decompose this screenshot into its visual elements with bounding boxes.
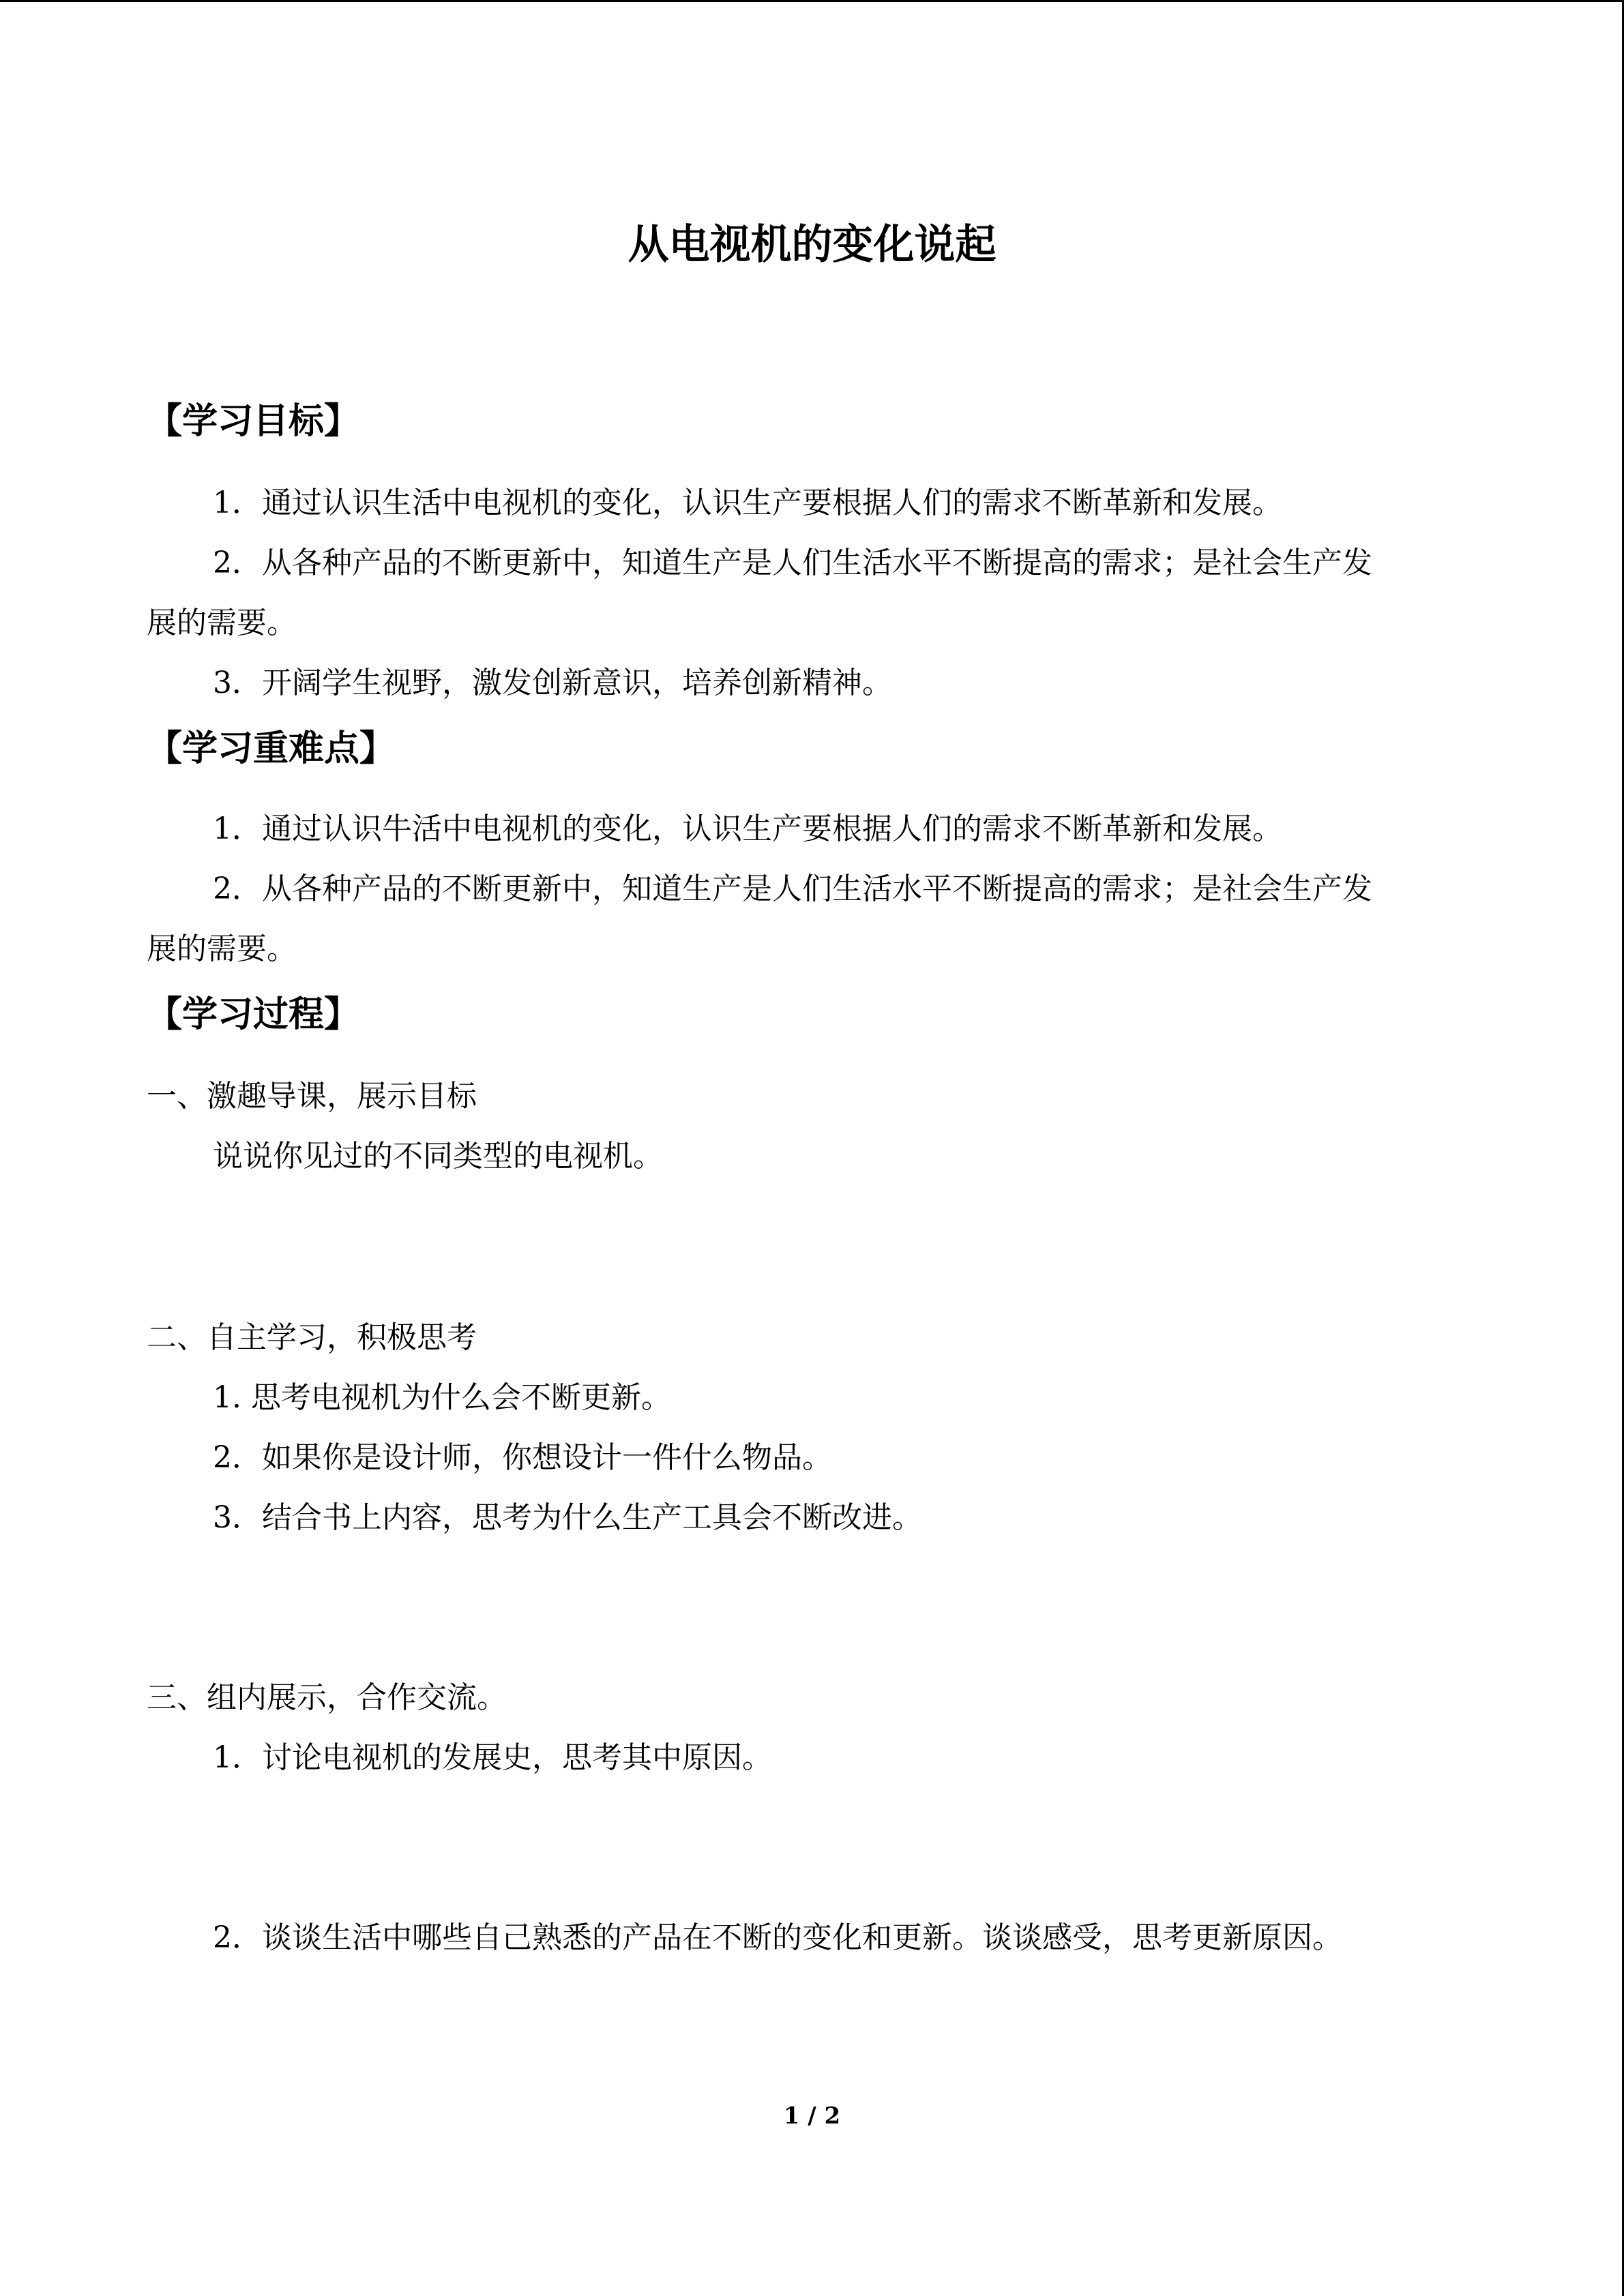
objective-item: 2．从各种产品的不断更新中，知道生产是人们生活水平不断提高的需求；是社会生产发 bbox=[213, 546, 1372, 580]
heading-process: 【学习过程】 bbox=[147, 994, 360, 1035]
objective-item: 1．通过认识生活中电视机的变化，认识生产要根据人们的需求不断革新和发展。 bbox=[213, 486, 1282, 520]
key-point-item: 1．通过认识牛活中电视机的变化，认识生产要根据人们的需求不断革新和发展。 bbox=[213, 811, 1282, 846]
objective-item: 3．开阔学生视野，激发创新意识，培养创新精神。 bbox=[213, 666, 892, 700]
key-point-item: 2．从各种产品的不断更新中，知道生产是人们生活水平不断提高的需求；是社会生产发 bbox=[213, 871, 1372, 906]
heading-objectives: 【学习目标】 bbox=[147, 401, 360, 442]
objective-item-continuation: 展的需要。 bbox=[147, 606, 297, 640]
process-part-1-item: 说说你见过的不同类型的电视机。 bbox=[213, 1139, 663, 1174]
process-part-2-item: 2．如果你是设计师，你想设计一件什么物品。 bbox=[213, 1440, 832, 1475]
process-part-3-item: 2．谈谈生活中哪些自己熟悉的产品在不断的变化和更新。谈谈感受，思考更新原因。 bbox=[213, 1920, 1342, 1955]
process-part-2-item: 3．结合书上内容，思考为什么生产工具会不断改进。 bbox=[213, 1500, 922, 1535]
process-part-3-title: 三、组内展示，合作交流。 bbox=[147, 1680, 507, 1715]
process-part-2-title: 二、自主学习，积极思考 bbox=[147, 1320, 477, 1355]
document-title: 从电视机的变化说起 bbox=[628, 221, 996, 269]
process-part-2-item: 1. 思考电视机为什么会不断更新。 bbox=[213, 1380, 671, 1415]
process-part-3-item: 1．讨论电视机的发展史，思考其中原因。 bbox=[213, 1740, 772, 1775]
heading-key-points: 【学习重难点】 bbox=[147, 728, 396, 769]
key-point-item-continuation: 展的需要。 bbox=[147, 931, 297, 966]
process-part-1-title: 一、激趣导课，展示目标 bbox=[147, 1079, 477, 1114]
page-number: 1 / 2 bbox=[783, 2102, 841, 2130]
